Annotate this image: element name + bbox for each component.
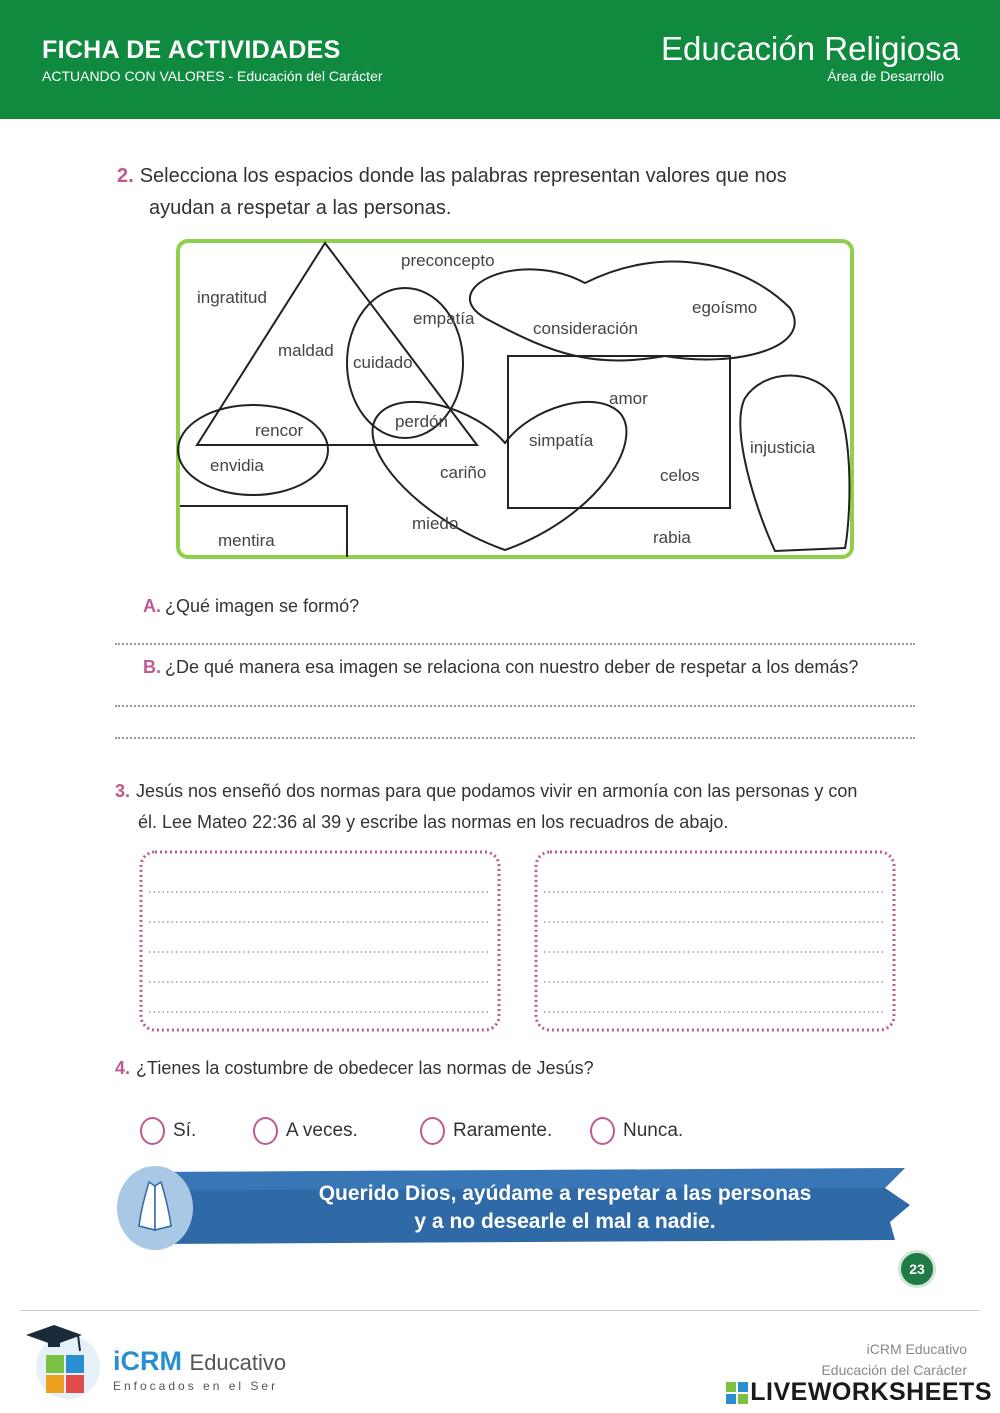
worksheet-title: FICHA DE ACTIVIDADES [42, 36, 341, 64]
word-label[interactable]: empatía [413, 309, 475, 328]
norm-box-1[interactable] [135, 846, 505, 1036]
word-label[interactable]: maldad [278, 341, 334, 360]
brand-tagline: Enfocados en el Ser [113, 1379, 279, 1393]
header-bar [0, 0, 1000, 119]
question-4: 4. ¿Tienes la costumbre de obedecer las normas de Jesús? [115, 1058, 594, 1078]
prayer-line2: y a no desearle el mal a nadie. [414, 1210, 716, 1233]
values-shapes-diagram [175, 238, 855, 560]
liveworksheets-logo[interactable]: LIVEWORKSHEETS [726, 1378, 992, 1407]
word-label[interactable]: preconcepto [401, 251, 495, 270]
footer-divider [20, 1310, 980, 1311]
shape-ellipse-left[interactable] [178, 405, 328, 495]
footer-right-1: iCRM Educativo [866, 1341, 967, 1357]
question-3-line2: él. Lee Mateo 22:36 al 39 y escribe las normas en los recuadros de abajo. [138, 812, 729, 832]
subject-title: Educación Religiosa [660, 30, 960, 67]
word-label[interactable]: envidia [210, 456, 264, 475]
word-label[interactable]: rencor [255, 421, 304, 440]
answer-line-a[interactable] [115, 643, 915, 645]
question-2-line2: ayudan a respetar a las personas. [149, 197, 452, 219]
radio-circle[interactable] [590, 1117, 615, 1145]
diagram-frame [178, 241, 852, 557]
page-number: 23 [898, 1250, 936, 1288]
word-label[interactable]: perdón [395, 412, 448, 431]
question-2a: A. ¿Qué imagen se formó? [143, 596, 360, 616]
word-label[interactable]: cariño [440, 463, 487, 482]
option-a-veces[interactable]: A veces. [253, 1117, 358, 1145]
norm-box-2[interactable] [530, 846, 900, 1036]
question-3-line1: 3. Jesús nos enseñó dos normas para que podamos vivir en armonía con las personas y con [115, 781, 858, 801]
option-si[interactable]: Sí. [140, 1117, 196, 1145]
word-label[interactable]: miedo [412, 514, 459, 533]
radio-circle[interactable] [140, 1117, 165, 1145]
word-label[interactable]: amor [609, 389, 648, 408]
subject-area: Área de Desarrollo [827, 68, 944, 84]
option-nunca[interactable]: Nunca. [590, 1117, 683, 1145]
brand-name: iCRM Educativo [113, 1346, 287, 1376]
answer-line-b1[interactable] [115, 705, 915, 707]
liveworksheets-cube-icon [726, 1382, 748, 1404]
option-raramente[interactable]: Raramente. [420, 1117, 552, 1145]
question-2-line1: 2. Selecciona los espacios donde las palabras representan valores que nos [117, 165, 787, 187]
footer-right-2: Educación del Carácter [821, 1362, 967, 1378]
word-label[interactable]: consideración [533, 319, 638, 338]
prayer-line1: Querido Dios, ayúdame a respetar a las personas [318, 1182, 812, 1205]
prayer-banner [115, 1160, 915, 1250]
word-label[interactable]: cuidado [353, 353, 413, 372]
icrm-logo-icon [18, 1315, 108, 1405]
word-label[interactable]: egoísmo [692, 298, 758, 317]
radio-circle[interactable] [253, 1117, 278, 1145]
word-label[interactable]: celos [660, 466, 700, 485]
question-2-number: 2. [117, 165, 134, 187]
word-label[interactable]: rabia [653, 528, 691, 547]
word-label[interactable]: injusticia [750, 438, 816, 457]
word-label[interactable]: ingratitud [197, 288, 267, 307]
word-label[interactable]: simpatía [529, 431, 594, 450]
word-label[interactable]: mentira [218, 531, 275, 550]
shape-drop-right[interactable] [740, 376, 849, 552]
question-2b: B. ¿De qué manera esa imagen se relaciona con nuestro deber de respetar a los demás? [143, 657, 859, 677]
answer-line-b2[interactable] [115, 737, 915, 739]
worksheet-subtitle: ACTUANDO CON VALORES - Educación del Carácter [42, 68, 383, 84]
radio-circle[interactable] [420, 1117, 445, 1145]
